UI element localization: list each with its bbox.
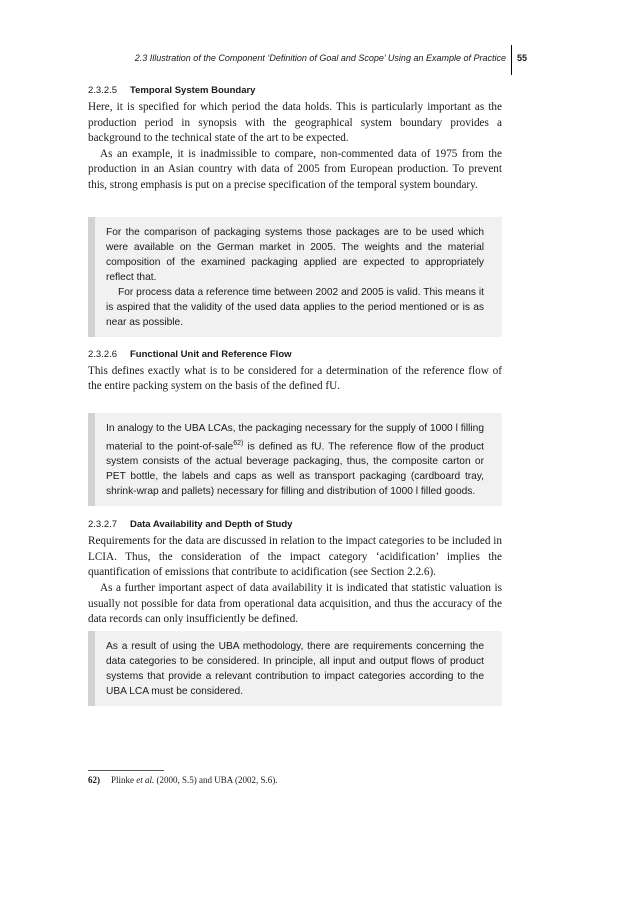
section-number: 2.3.2.7 xyxy=(88,519,118,531)
example-box xyxy=(88,217,502,337)
footnote-text: Plinke xyxy=(111,775,137,785)
footnote-reference[interactable]: 62) xyxy=(233,439,244,447)
example-paragraph: For the comparison of packaging systems those packages are to be used which were available on the German market in 2005. The weights and the material composition of the examined packaging applied are expected to appropriately reflect that. xyxy=(106,226,484,283)
body-paragraph: As an example, it is inadmissible to compare, non-commented data of 1975 from the production in an Asian country with data of 2005 from European production. To prevent this, strong emphasis is put on a precise specification of the temporal system boundary. xyxy=(88,147,502,191)
body-paragraph: Requirements for the data are discussed in relation to the impact categories to be included in LCIA. Thus, the consideration of the impact category ‘acidification’ implies the quantification of emissions that contribute to acidification (see Section 2.2.6). xyxy=(88,535,502,579)
footnote-number: 62) xyxy=(88,775,100,785)
example-box xyxy=(88,631,502,706)
body-paragraph: As a further important aspect of data availability it is indicated that statistic valuation is usually not possible for data from operational data acquisition, and thus the accuracy of the data records can only insufficiently be defined. xyxy=(88,581,502,626)
section-heading-functional-unit xyxy=(88,348,502,361)
section-heading-data-availability xyxy=(88,518,502,531)
example-text: is defined as fU. The reference flow of the product system consists of the actual beverage packaging, thus, the composite carton or PET bottle, the labels and caps as well as transport packaging (cardboard tray, shrink-wrap and pallets) necessary for filling and distribution of 1000 l filled goods. xyxy=(106,441,484,498)
body-paragraph: This defines exactly what is to be considered for a determination of the reference flow of the entire packing system on the basis of the defined fU. xyxy=(88,364,502,393)
footnote xyxy=(88,775,278,785)
footnote-text-italic: et al. xyxy=(136,775,155,785)
section-title: Data Availability and Depth of Study xyxy=(130,519,293,531)
example-text: In analogy to the UBA LCAs, the packaging necessary for the supply of 1000 l filling material to the point-of-sale xyxy=(106,422,484,453)
header-rule xyxy=(511,45,512,75)
section-title: Functional Unit and Reference Flow xyxy=(130,348,292,360)
example-paragraph: For process data a reference time between 2002 and 2005 is valid. This means it is aspired that the validity of the used data applies to the period mentioned or is as near as possible. xyxy=(106,286,484,328)
body-paragraph: Here, it is specified for which period the data holds. This is particularly important as the production period in synopsis with the geographical system boundary provides a background to the technical state of the art to be expected. xyxy=(88,101,502,145)
section-number: 2.3.2.6 xyxy=(88,348,118,360)
section-heading-temporal xyxy=(88,84,502,97)
page-number: 55 xyxy=(517,53,528,63)
example-paragraph xyxy=(106,421,484,499)
section-number: 2.3.2.5 xyxy=(88,85,118,96)
example-paragraph: As a result of using the UBA methodology, there are requirements concerning the data categories to be considered. In principle, all input and output flows of product systems that provide a relevant contribution to impact categories according to the UBA LCA must be considered. xyxy=(106,640,484,697)
footnote-rule xyxy=(88,770,164,771)
running-head: 2.3 Illustration of the Component ‘Definition of Goal and Scope’ Using an Example of Practice xyxy=(134,53,506,63)
example-box xyxy=(88,413,502,506)
section-title: Temporal System Boundary xyxy=(130,85,256,96)
page-content xyxy=(88,84,502,706)
footnote-text: (2000, S.5) and UBA (2002, S.6). xyxy=(154,775,278,785)
